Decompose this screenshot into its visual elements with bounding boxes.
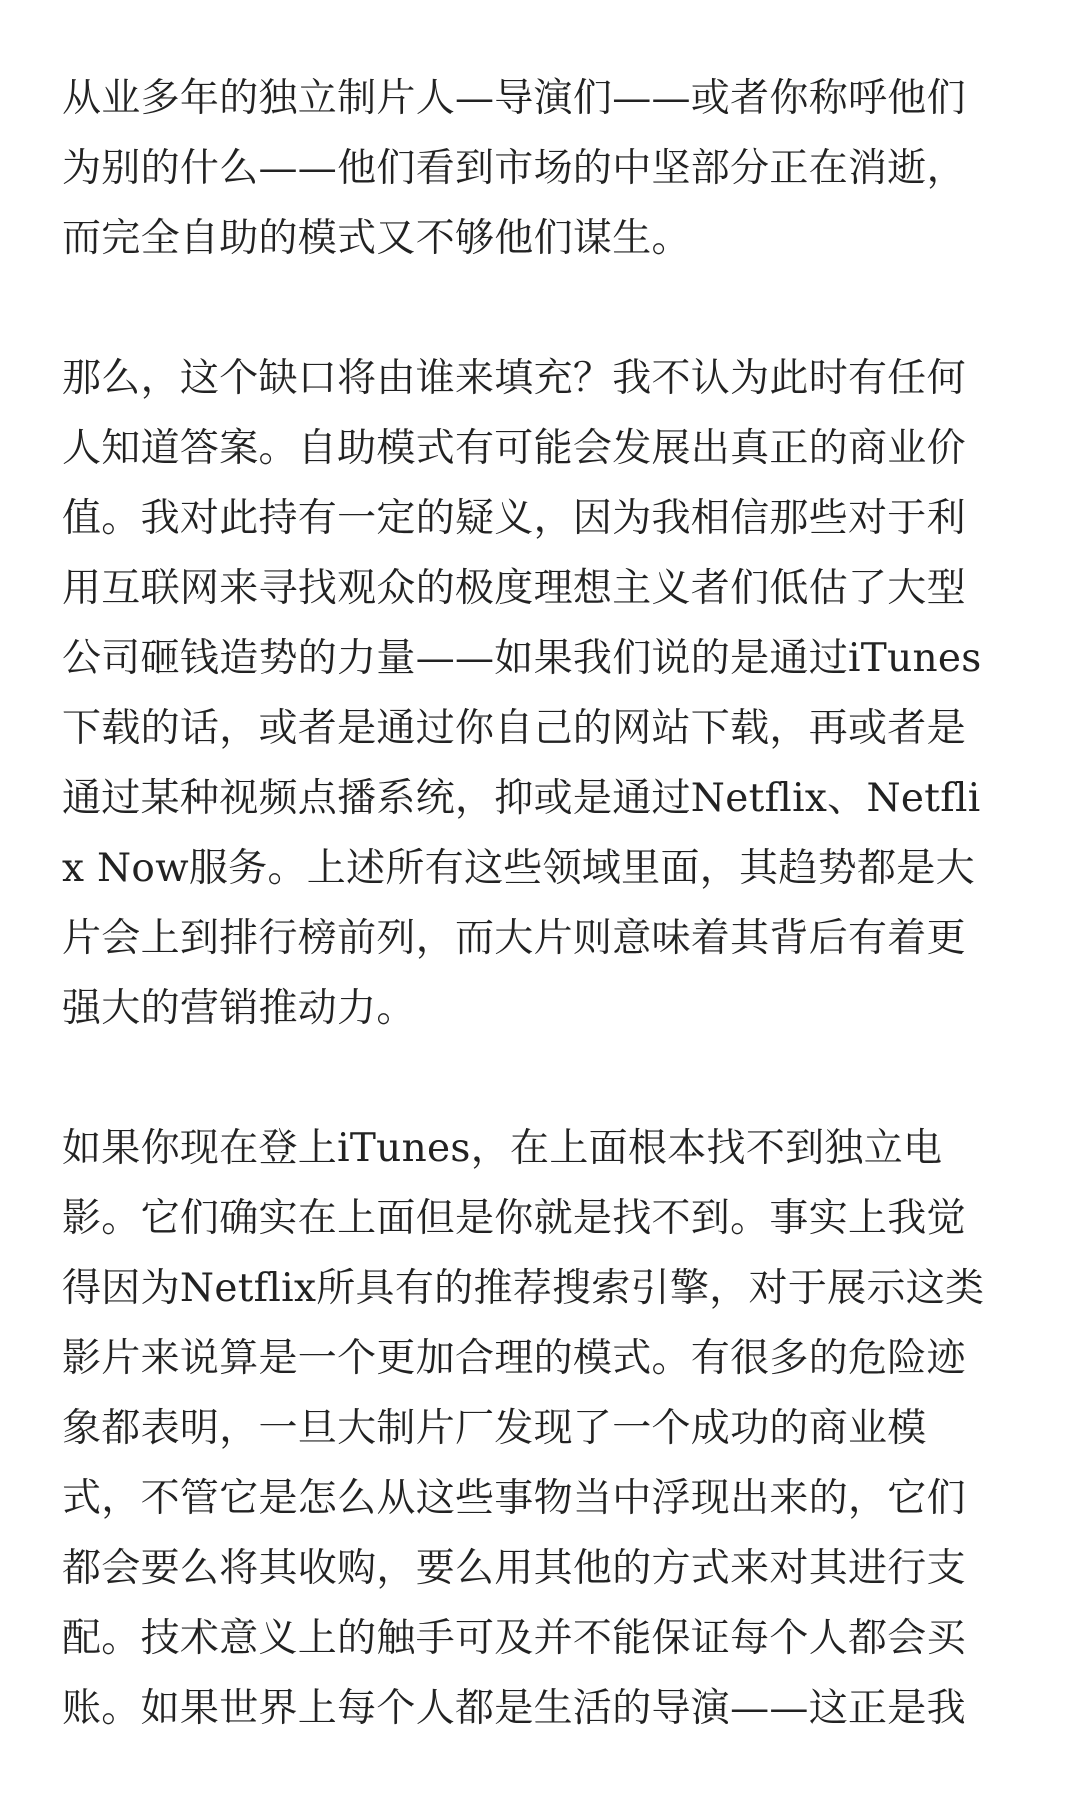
text-line: 值。我对此持有一定的疑义，因为我相信那些对于利 <box>62 496 966 541</box>
text-line: 账。如果世界上每个人都是生活的导演——这正是我 <box>62 1686 966 1731</box>
text-line: 那么，这个缺口将由谁来填充？我不认为此时有任何 <box>62 356 966 401</box>
text-line: 人知道答案。自助模式有可能会发展出真正的商业价 <box>62 426 966 471</box>
paragraph-3 <box>62 1114 1022 1744</box>
text-line: 片会上到排行榜前列，而大片则意味着其背后有着更 <box>62 916 966 961</box>
text-line: 强大的营销推动力。 <box>62 986 416 1031</box>
text-line: 用互联网来寻找观众的极度理想主义者们低估了大型 <box>62 566 966 611</box>
text-line: 为别的什么——他们看到市场的中坚部分正在消逝， <box>62 146 966 191</box>
text-line: 象都表明，一旦大制片厂发现了一个成功的商业模 <box>62 1406 927 1451</box>
text-line: 得因为Netflix所具有的推荐搜索引擎，对于展示这类 <box>62 1266 985 1311</box>
paragraph-2 <box>62 344 1022 1044</box>
text-line: 如果你现在登上iTunes，在上面根本找不到独立电 <box>62 1126 943 1171</box>
text-line: 下载的话，或者是通过你自己的网站下载，再或者是 <box>62 706 966 751</box>
text-line: 公司砸钱造势的力量——如果我们说的是通过iTunes <box>62 636 982 681</box>
text-line: 从业多年的独立制片人—导演们——或者你称呼他们 <box>62 76 966 121</box>
text-line: 通过某种视频点播系统，抑或是通过Netflix、Netfli <box>62 776 981 821</box>
text-line: 而完全自助的模式又不够他们谋生。 <box>62 216 691 261</box>
text-line: 影。它们确实在上面但是你就是找不到。事实上我觉 <box>62 1196 966 1241</box>
text-line: 式，不管它是怎么从这些事物当中浮现出来的，它们 <box>62 1476 966 1521</box>
text-line: 都会要么将其收购，要么用其他的方式来对其进行支 <box>62 1546 966 1591</box>
text-line: 配。技术意义上的触手可及并不能保证每个人都会买 <box>62 1616 966 1661</box>
paragraph-1 <box>62 64 1022 274</box>
text-line: x Now服务。上述所有这些领域里面，其趋势都是大 <box>62 846 975 891</box>
text-line: 影片来说算是一个更加合理的模式。有很多的危险迹 <box>62 1336 966 1381</box>
